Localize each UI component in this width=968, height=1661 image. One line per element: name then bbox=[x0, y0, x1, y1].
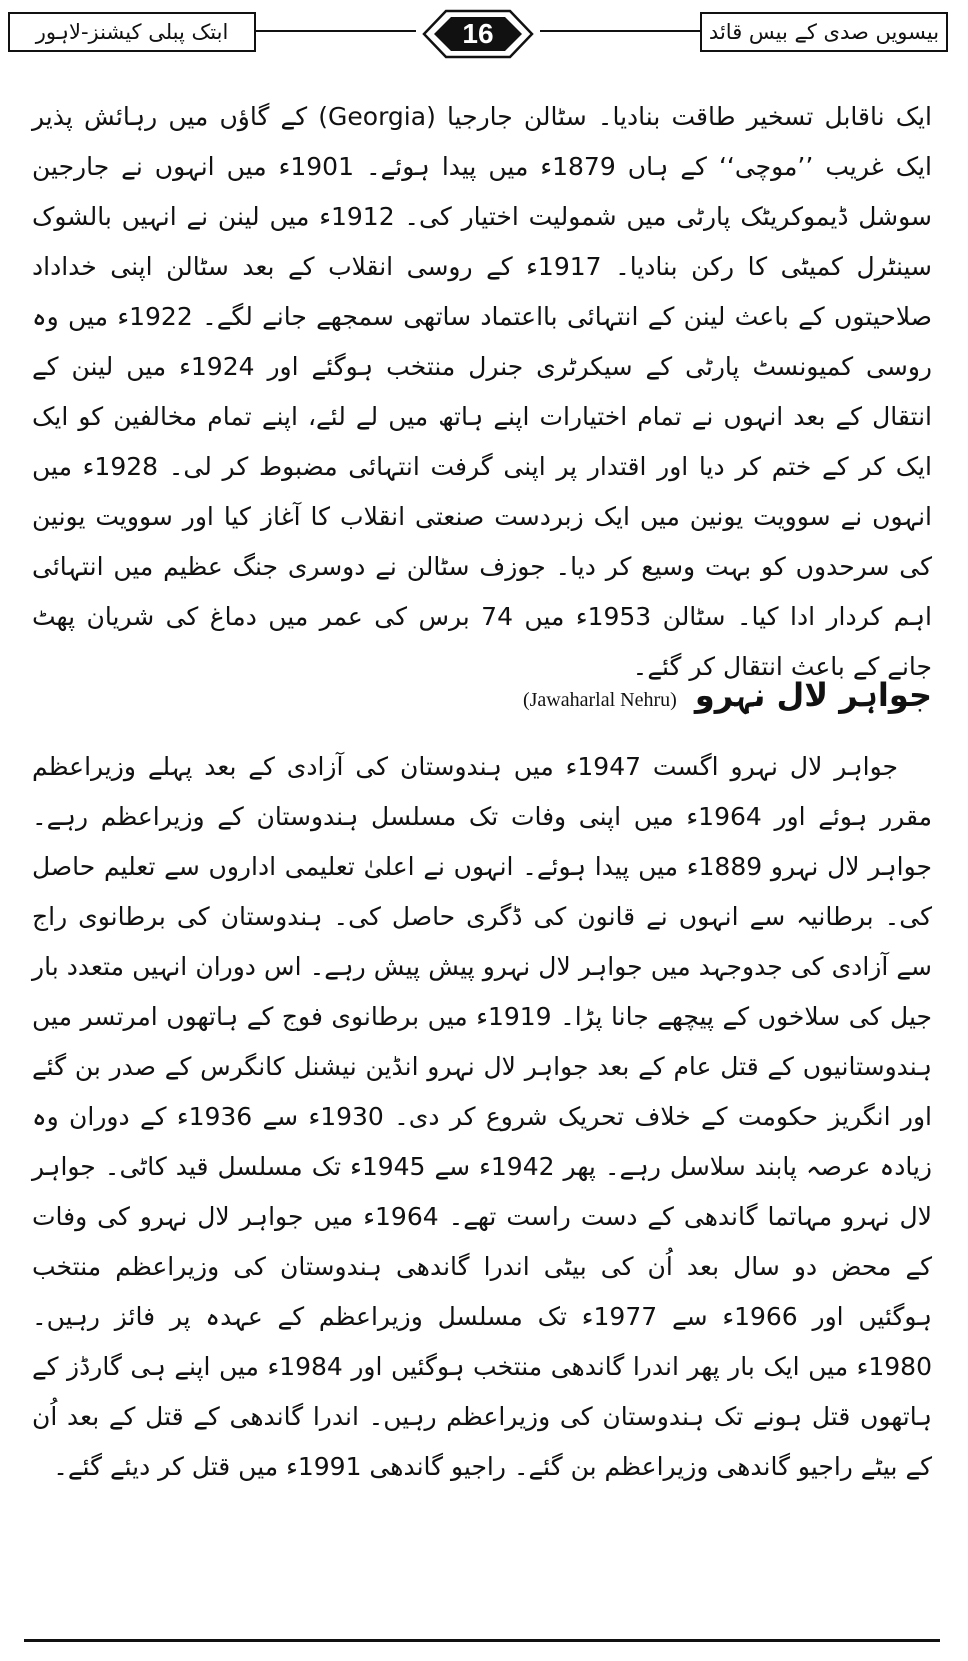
stalin-paragraph: ایک ناقابل تسخیر طاقت بنادیا۔ سٹالن جارجیا (Georgia) کے گاؤں میں رہائش پذیر ایک غریب ’’موچی‘‘ کے ہاں 1879ء میں پیدا ہوئے۔ 1901ء میں انہوں نے جارجین سوشل ڈیموکریٹک پارٹی میں شمولیت اختیار کی۔ 1912ء میں لینن نے انہیں بالشوک سینٹرل کمیٹی کا رکن بنادیا۔ 1917ء کے روسی انقلاب کے بعد سٹالن اپنی خداداد صلاحیتوں کے باعث لینن کے انتہائی بااعتماد ساتھی سمجھے جانے لگے۔ 1922ء میں وہ روسی کمیونسٹ پارٹی کے سیکرٹری جنرل منتخب ہوگئے اور 1924ء میں لینن کے انتقال کے بعد انہوں نے تمام اختیارات اپنے ہاتھ میں لے لئے، اپنے تمام مخالفین کو ایک ایک کر کے ختم کر دیا اور اقتدار پر اپنی گرفت انتہائی مضبوط کر لی۔ 1928ء میں انہوں نے سوویت یونین میں ایک زبردست صنعتی انقلاب کا آغاز کیا اور سوویت یونین کی سرحدوں کو بہت وسیع کر دیا۔ جوزف سٹالن نے دوسری جنگ عظیم میں انتہائی اہم کردار ادا کیا۔ سٹالن 1953ء میں 74 برس کی عمر میں دماغ کی شریان پھٹ جانے کے باعث انتقال کر گئے۔ bbox=[32, 102, 932, 681]
book-title-box bbox=[700, 12, 948, 52]
page-header bbox=[8, 8, 948, 74]
stalin-section bbox=[32, 92, 932, 692]
page-number: 16 bbox=[462, 18, 494, 49]
publisher-box bbox=[8, 12, 256, 52]
section-heading bbox=[523, 676, 932, 714]
page-number-badge bbox=[420, 8, 536, 60]
nehru-paragraph: جواہر لال نہرو اگست 1947ء میں ہندوستان کی آزادی کے بعد پہلے وزیراعظم مقرر ہوئے اور 1964ء میں اپنی وفات تک مسلسل ہندوستان کے وزیراعظم رہے۔ جواہر لال نہرو 1889ء میں پیدا ہوئے۔ انہوں نے اعلیٰ تعلیمی اداروں سے تعلیم حاصل کی۔ برطانیہ سے انہوں نے قانون کی ڈگری حاصل کی۔ ہندوستان کی برطانوی راج سے آزادی کی جدوجہد میں جواہر لال نہرو پیش پیش رہے۔ اس دوران انہیں متعدد بار جیل کی سلاخوں کے پیچھے جانا پڑا۔ 1919ء میں برطانوی فوج کے ہاتھوں امرتسر میں ہندوستانیوں کے قتل عام کے بعد جواہر لال نہرو انڈین نیشنل کانگرس کے صدر بن گئے اور انگریز حکومت کے خلاف تحریک شروع کر دی۔ 1930ء سے 1936ء کے دوران وہ زیادہ عرصہ پابند سلاسل رہے۔ پھر 1942ء سے 1945ء تک مسلسل قید کاٹی۔ جواہر لال نہرو مہاتما گاندھی کے دست راست تھے۔ 1964ء میں جواہر لال نہرو کی وفات کے محض دو سال بعد اُن کی بیٹی اندرا گاندھی ہندوستان کی وزیراعظم منتخب ہوگئیں اور 1966ء سے 1977ء تک مسلسل وزیراعظم کے عہدہ پر فائز رہیں۔ 1980ء میں ایک بار پھر اندرا گاندھی منتخب ہوگئیں اور 1984ء میں اپنے ہی گارڈز کے ہاتھوں قتل ہونے تک ہندوستان کی وزیراعظم رہیں۔ اندرا گاندھی کے قتل کے بعد اُن کے بیٹے راجیو گاندھی وزیراعظم بن گئے۔ راجیو گاندھی 1991ء میں قتل کر دیئے گئے۔ bbox=[32, 752, 933, 1481]
header-rule-left bbox=[256, 30, 416, 32]
nehru-section bbox=[32, 742, 932, 1492]
section-title-urdu: جواہر لال نہرو bbox=[694, 676, 932, 714]
footer-rule bbox=[24, 1639, 940, 1642]
book-title: بیسویں صدی کے بیس قائد bbox=[708, 20, 940, 44]
section-title-english: (Jawaharlal Nehru) bbox=[522, 689, 677, 711]
publisher-name: ابتک پبلی کیشنز-لاہور bbox=[35, 20, 229, 44]
header-rule-right bbox=[540, 30, 700, 32]
